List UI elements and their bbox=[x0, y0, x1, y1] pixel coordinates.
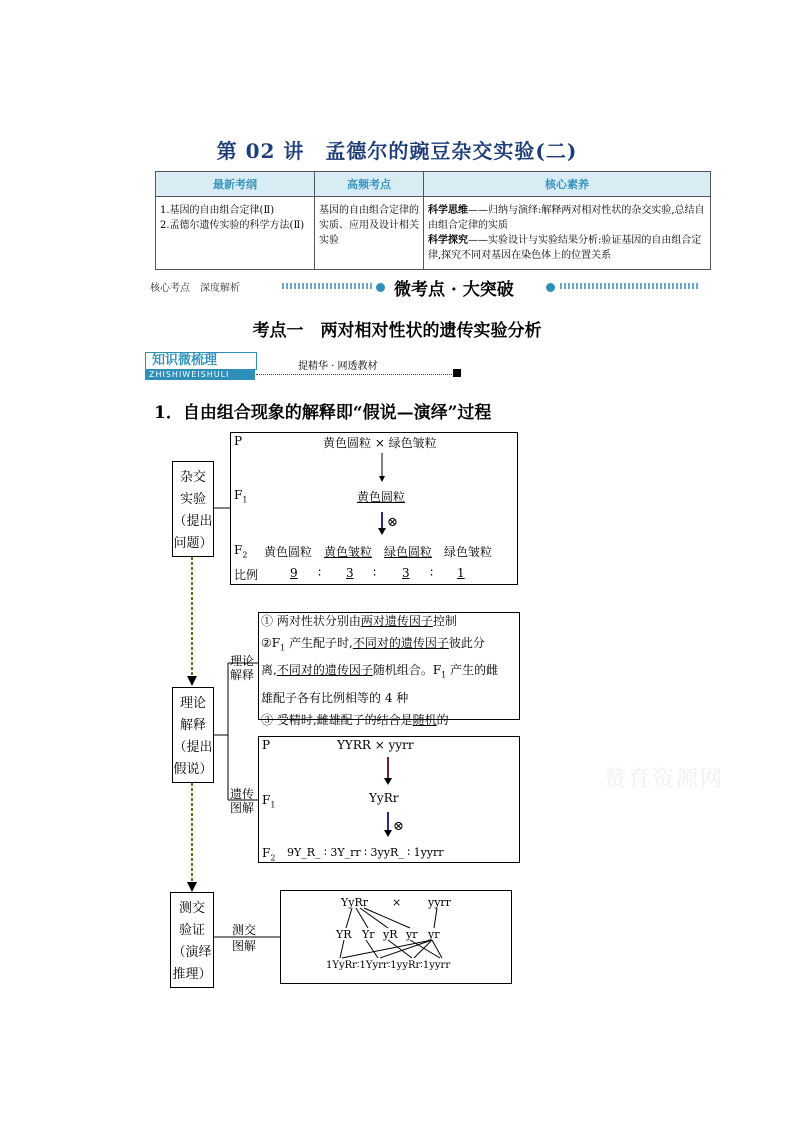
exp-p-cross: 黄色圆粒 × 绿色皱粒 bbox=[323, 436, 437, 450]
syllabus-item: 2.孟德尔遗传实验的科学方法(Ⅱ) bbox=[160, 220, 305, 231]
genetic-label: 遗传 bbox=[230, 787, 255, 801]
box-line: 实验 bbox=[179, 492, 206, 507]
exp-f2-phenotype: 绿色圆粒 bbox=[384, 545, 433, 559]
literacy-keyword: 科学探究 bbox=[428, 235, 468, 246]
box-line: 问题） bbox=[173, 536, 213, 551]
exp-p-label: P bbox=[234, 434, 243, 448]
box-line: 测交 bbox=[178, 901, 205, 916]
box-line: 推理） bbox=[172, 967, 212, 982]
tc-cross-sign: × bbox=[392, 896, 402, 909]
exp-ratio-value: 1 bbox=[457, 566, 465, 580]
self-cross-icon: ⊗ bbox=[393, 819, 404, 834]
strip-left-label: 核心考点 深度解析 bbox=[150, 283, 240, 294]
page-title: 第 02 讲 孟德尔的豌豆杂交实验(二) bbox=[216, 139, 578, 163]
strip-title: 微考点 · 大突破 bbox=[394, 280, 514, 300]
exp-f1-label: $F_1$ bbox=[234, 488, 248, 505]
testcross-label: 测交 bbox=[232, 923, 257, 937]
hot-points-cell: 基因的自由组合定律的实质、应用及设计相关实验 bbox=[315, 197, 424, 270]
tc-gamete: yr bbox=[406, 928, 418, 941]
gen-p-label: P bbox=[262, 738, 271, 752]
genetic-label: 图解 bbox=[230, 801, 255, 815]
gen-p-cross: YYRR × yyrr bbox=[337, 738, 414, 752]
banner-title: 知识微梳理 bbox=[145, 352, 257, 370]
box-line: 杂交 bbox=[179, 470, 206, 485]
exp-f2-label: $F_2$ bbox=[234, 543, 248, 560]
box-line: 验证 bbox=[178, 923, 205, 938]
gen-f2-label: $F_2$ bbox=[262, 846, 276, 863]
header-core-literacy: 核心素养 bbox=[424, 172, 711, 197]
box-line: 理论 bbox=[179, 696, 206, 711]
gen-f1-value: YyRr bbox=[369, 791, 399, 805]
section-heading: 1．自由组合现象的解释即“假说—演绎”过程 bbox=[154, 403, 492, 423]
tc-gamete: YR bbox=[336, 928, 352, 941]
exp-f1-value: 黄色圆粒 bbox=[357, 490, 406, 504]
exp-ratio-label: 比例 bbox=[234, 568, 259, 582]
tc-parent2: yyrr bbox=[428, 896, 451, 909]
tc-offspring: 1YyRr∶1Yyrr∶1yyRr∶1yyrr bbox=[326, 960, 451, 971]
theory-label: 解释 bbox=[230, 668, 255, 682]
experiment-box bbox=[230, 432, 518, 585]
box-line: （提出 bbox=[173, 514, 213, 529]
box-line: 假说） bbox=[173, 762, 213, 777]
tc-parent1: YyRr bbox=[341, 896, 369, 909]
box-line: （演绎 bbox=[172, 945, 212, 960]
header-syllabus: 最新考纲 bbox=[156, 172, 315, 197]
exp-f2-phenotype: 黄色皱粒 bbox=[324, 545, 373, 559]
literacy-keyword: 科学思维 bbox=[428, 205, 468, 216]
banner-pinyin: ZHISHIWEISHULI bbox=[145, 369, 255, 380]
theory-text: ① 两对性状分别由两对遗传因子控制 $②F_1$ 产生配子时,不同对的遗传因子彼此分 离,不同对的遗传因子随机组合。$F_1$ 产生的雌 雄配子各有比例相等的 4 种 ③ 受精时,雌雄配子的结合是随机的 bbox=[261, 614, 499, 727]
self-cross-icon: ⊗ bbox=[387, 515, 398, 530]
exp-ratio-colon: ∶ bbox=[318, 566, 322, 580]
exp-ratio-value: 3 bbox=[346, 566, 354, 580]
gen-f1-label: $F_1$ bbox=[262, 793, 276, 810]
literacy-text: ——实验设计与实验结果分析:验证基因的自由组合定律,探究不同对基因在染色体上的位置关系 bbox=[428, 235, 702, 261]
subtitle: 考点一 两对相对性状的遗传实验分析 bbox=[252, 321, 542, 341]
exp-ratio-colon: ∶ bbox=[430, 566, 434, 580]
exp-ratio-value: 9 bbox=[290, 566, 298, 580]
header-hot-points: 高频考点 bbox=[315, 172, 424, 197]
exp-ratio-value: 3 bbox=[402, 566, 410, 580]
theory-label: 理论 bbox=[230, 654, 255, 668]
tc-gamete: yR bbox=[383, 928, 398, 941]
gen-f2-value: 9Y_R_ ∶ 3Y_rr ∶ 3yyR_ ∶ 1yyrr bbox=[287, 846, 444, 859]
banner-tagline: 提精华 · 网透教材 bbox=[298, 361, 378, 372]
exp-ratio-colon: ∶ bbox=[373, 566, 377, 580]
syllabus-item: 1.基因的自由组合定律(Ⅱ) bbox=[160, 205, 275, 216]
tc-gamete: yr bbox=[428, 928, 440, 941]
exp-f2-phenotype: 绿色皱粒 bbox=[444, 545, 493, 559]
testcross-label: 图解 bbox=[232, 939, 257, 953]
box-line: （提出 bbox=[173, 740, 213, 755]
literacy-text: ——归纳与演绎:解释两对相对性状的杂交实验,总结自由组合定律的实质 bbox=[428, 205, 705, 231]
watermark: 赞育资源网 bbox=[604, 767, 725, 792]
box-line: 解释 bbox=[179, 718, 206, 733]
tc-gamete: Yr bbox=[362, 928, 375, 941]
exp-f2-phenotype: 黄色圆粒 bbox=[264, 545, 313, 559]
